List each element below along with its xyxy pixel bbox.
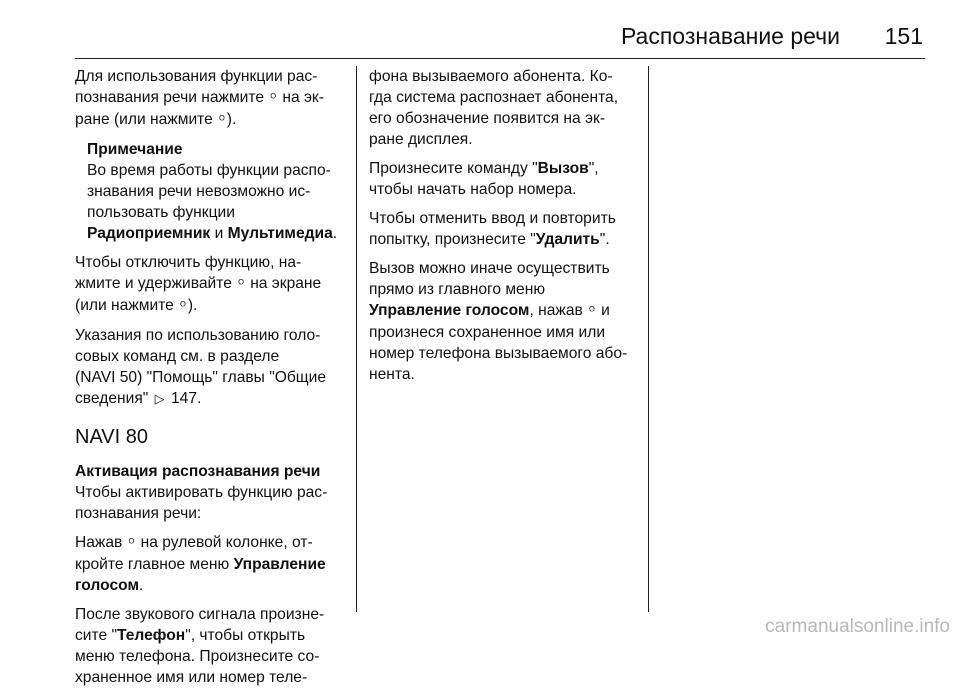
- voice-command-icon: ᴼ: [180, 300, 186, 312]
- text-line: храненное имя или номер теле-: [75, 669, 308, 686]
- text-line: фона вызываемого абонента. Ко-: [369, 68, 613, 85]
- text-line: кройте главное меню Управление: [75, 556, 326, 573]
- phone-paragraph: [75, 604, 350, 688]
- steering-paragraph: [75, 532, 350, 596]
- text-line: познавания речи:: [75, 505, 202, 522]
- page-title: Распознавание речи: [620, 23, 840, 49]
- text-line: прямо из главного меню: [369, 281, 546, 298]
- call-command-paragraph: [369, 158, 637, 200]
- voice-command-icon: ᴼ: [238, 278, 244, 290]
- continuation-paragraph: [369, 66, 637, 150]
- text-line: Вызов можно иначе осуществить: [369, 260, 610, 277]
- left-column: [75, 66, 350, 696]
- text-line: После звукового сигнала произне-: [75, 606, 325, 623]
- page-reference-icon: ▷: [154, 391, 165, 406]
- voice-command-icon: ᴼ: [589, 305, 595, 317]
- text-line: Произнесите команду "Вызов",: [369, 160, 599, 177]
- text-line: номер телефона вызываемого або-: [369, 345, 628, 362]
- watermark: carmanualsonline.info: [765, 616, 950, 637]
- intro-paragraph: [75, 66, 350, 131]
- text-line: совых команд см. в разделе: [75, 348, 280, 365]
- text-line: произнеся сохраненное имя или: [369, 324, 606, 341]
- text-line: ране (или нажмите ᴼ ).: [75, 111, 237, 128]
- text-line: нента.: [369, 366, 415, 383]
- text-line: (или нажмите ᴼ ).: [75, 297, 198, 314]
- text-line: сите "Телефон", чтобы открыть: [75, 627, 306, 644]
- activation-block: [75, 461, 350, 524]
- right-column: [369, 66, 637, 393]
- text-line: пользовать функции: [87, 204, 235, 221]
- page-header: [0, 0, 960, 58]
- text-line: (NAVI 50) "Помощь" главы "Общие: [75, 369, 327, 386]
- text-line: Во время работы функции распо-: [87, 162, 331, 179]
- direct-call-paragraph: [369, 258, 637, 385]
- column-divider-right: [648, 66, 649, 612]
- text-line: попытку, произнесите "Удалить".: [369, 231, 610, 248]
- reference-paragraph: [75, 325, 350, 409]
- text-line: его обозначение появится на эк-: [369, 110, 606, 127]
- note-block: [87, 139, 350, 244]
- text-line: гда система распознает абонента,: [369, 89, 619, 106]
- disable-paragraph: [75, 252, 350, 317]
- text-line: Чтобы активировать функцию рас-: [75, 484, 328, 501]
- text-line: Указания по использованию голо-: [75, 327, 321, 344]
- text-line: чтобы начать набор номера.: [369, 181, 577, 198]
- section-heading: NAVI 80: [75, 426, 148, 448]
- text-line: Нажав ᴼ на рулевой колонке, от-: [75, 534, 313, 551]
- text-line: меню телефона. Произнесите со-: [75, 648, 320, 665]
- cancel-command-paragraph: [369, 208, 637, 250]
- text-line: Чтобы отменить ввод и повторить: [369, 210, 616, 227]
- text-line: Для использования функции рас-: [75, 68, 318, 85]
- text-line: Чтобы отключить функцию, на-: [75, 254, 302, 271]
- voice-command-icon: ᴼ: [128, 537, 135, 549]
- text-line: Управление голосом, нажав ᴼ и: [369, 302, 610, 319]
- voice-command-icon: ᴼ: [270, 92, 277, 104]
- text-line: Радиоприемник и Мультимедиа.: [87, 225, 338, 242]
- text-line: ране дисплея.: [369, 131, 473, 148]
- voice-command-icon: ᴼ: [219, 114, 225, 126]
- subsection-heading: Активация распознавания речи: [75, 463, 321, 480]
- text-line: познавания речи нажмите ᴼ на эк-: [75, 89, 324, 106]
- column-divider-left: [356, 66, 357, 612]
- text-line: знавания речи невозможно ис-: [87, 183, 311, 200]
- text-line: жмите и удерживайте ᴼ на экране: [75, 275, 322, 292]
- text-line: сведения" ▷ 147.: [75, 390, 202, 407]
- text-line: голосом.: [75, 577, 144, 594]
- header-divider: [75, 58, 925, 59]
- page-number: 151: [884, 23, 923, 49]
- note-title: Примечание: [87, 141, 183, 158]
